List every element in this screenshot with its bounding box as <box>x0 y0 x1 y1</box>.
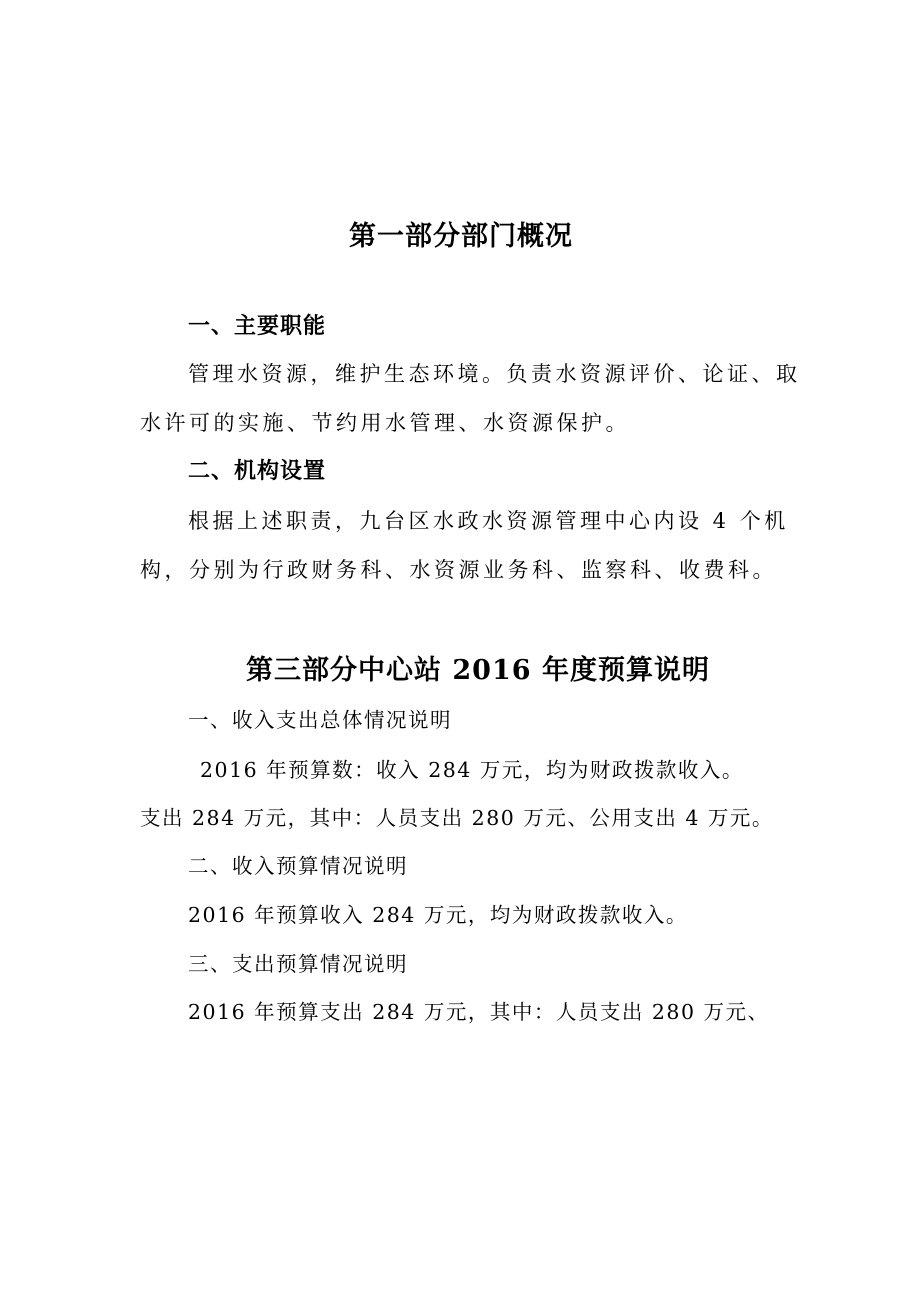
paragraph-line: 2016 年预算数：收入 284 万元，均为财政拨款收入。 <box>200 758 744 782</box>
paragraph-line: 2016 年预算收入 284 万元，均为财政拨款收入。 <box>188 903 688 927</box>
paragraph-line: 根据上述职责，九台区水政水资源管理中心内设 4 个机 <box>188 509 789 533</box>
subsection-heading-income: 二、收入预算情况说明 <box>188 854 408 878</box>
section-heading-organization: 二、机构设置 <box>188 459 327 484</box>
paragraph-line: 支出 284 万元，其中：人员支出 280 万元、公用支出 4 万元。 <box>140 806 774 830</box>
subsection-heading-overview: 一、收入支出总体情况说明 <box>188 708 452 732</box>
paragraph-line: 水许可的实施、节约用水管理、水资源保护。 <box>140 411 630 435</box>
paragraph-line: 管理水资源，维护生态环境。负责水资源评价、论证、取 <box>188 362 801 386</box>
section-heading-main-functions: 一、主要职能 <box>188 314 327 339</box>
part1-title: 第一部分部门概况 <box>349 221 573 252</box>
subsection-heading-expenditure: 三、支出预算情况说明 <box>188 952 408 976</box>
paragraph-line: 构，分别为行政财务科、水资源业务科、监察科、收费科。 <box>140 558 777 582</box>
part3-title: 第三部分中心站 2016 年度预算说明 <box>246 655 710 686</box>
paragraph-line: 2016 年预算支出 284 万元，其中：人员支出 280 万元、 <box>188 1000 770 1024</box>
